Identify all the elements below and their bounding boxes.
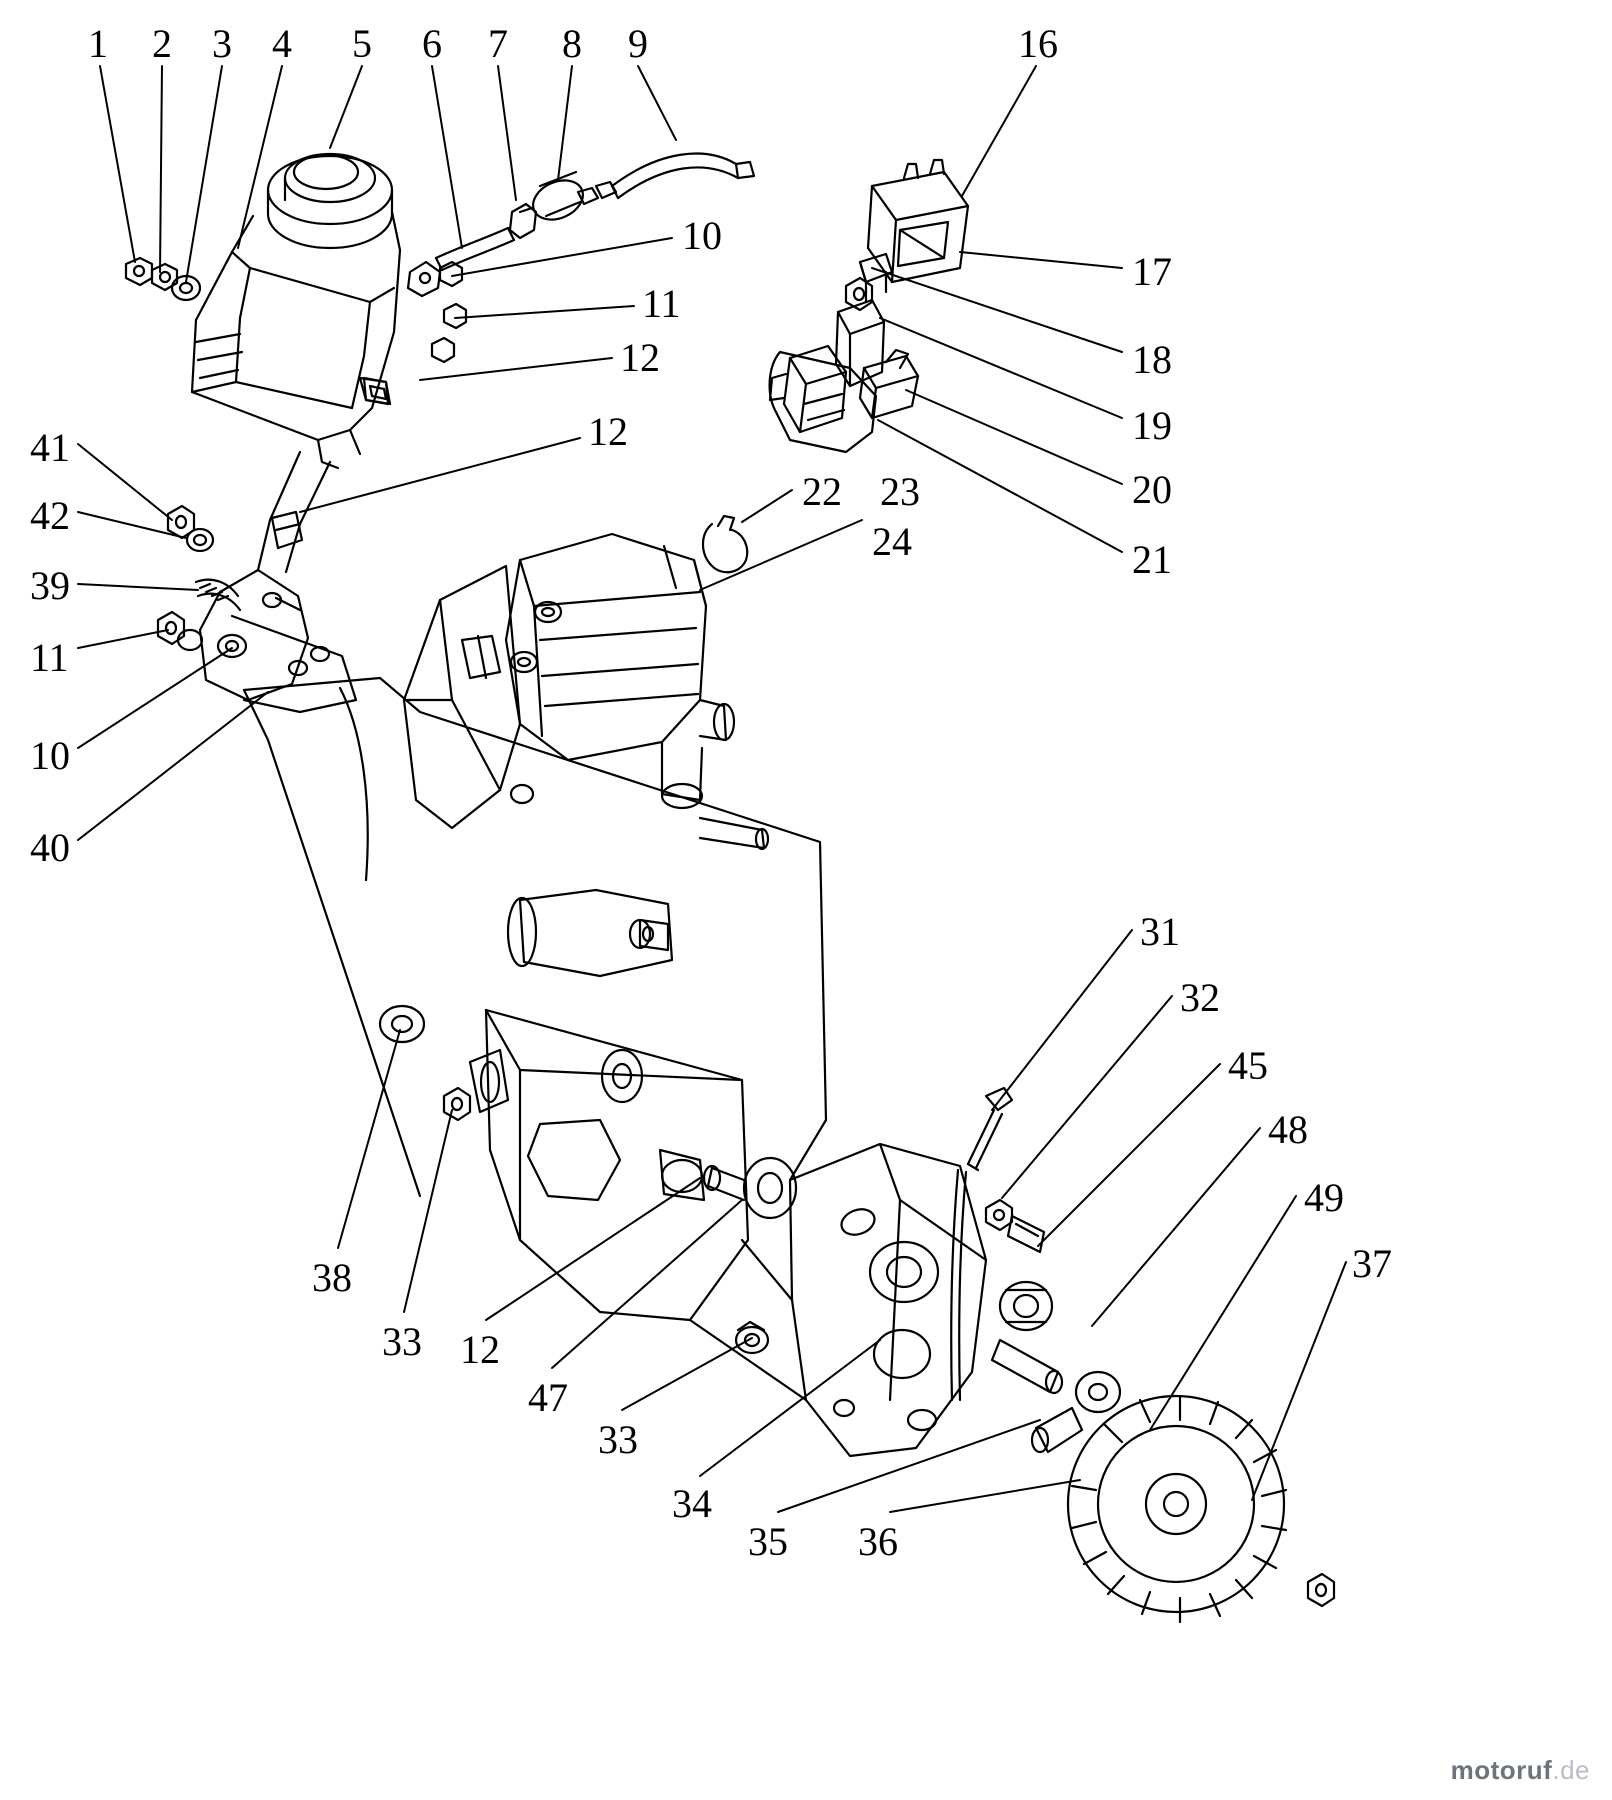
callout-19: 19 bbox=[1132, 403, 1172, 448]
callout-47: 47 bbox=[528, 1375, 568, 1420]
callout-7: 7 bbox=[488, 21, 508, 66]
lower-left-fasteners bbox=[380, 1006, 470, 1120]
callout-5: 5 bbox=[352, 21, 372, 66]
watermark-main: motoruf bbox=[1450, 1755, 1553, 1785]
callout-16: 16 bbox=[1018, 21, 1058, 66]
callout-11: 11 bbox=[642, 281, 681, 326]
callout-33: 33 bbox=[382, 1319, 422, 1364]
callout-11-frame: 11 bbox=[30, 635, 69, 680]
callout-31: 31 bbox=[1140, 909, 1180, 954]
callout-32: 32 bbox=[1180, 975, 1220, 1020]
callout-48: 48 bbox=[1268, 1107, 1308, 1152]
fuel-tank-assembly bbox=[126, 154, 400, 572]
callout-41: 41 bbox=[30, 425, 70, 470]
callout-12: 12 bbox=[620, 335, 660, 380]
callout-24: 24 bbox=[872, 519, 912, 564]
callout-17: 17 bbox=[1132, 249, 1172, 294]
callout-45: 45 bbox=[1228, 1043, 1268, 1088]
callout-22: 22 bbox=[802, 469, 842, 514]
callout-3: 3 bbox=[212, 21, 232, 66]
callout-42: 42 bbox=[30, 493, 70, 538]
control-switch-assembly bbox=[770, 160, 968, 452]
callout-23: 23 bbox=[880, 469, 920, 514]
callout-1: 1 bbox=[88, 21, 108, 66]
callout-18: 18 bbox=[1132, 337, 1172, 382]
callout-20: 20 bbox=[1132, 467, 1172, 512]
watermark-tld: .de bbox=[1552, 1755, 1590, 1785]
callout-37: 37 bbox=[1352, 1241, 1392, 1286]
frame-bracket-assembly bbox=[158, 506, 356, 712]
callout-10-frame: 10 bbox=[30, 733, 70, 778]
clip-22 bbox=[703, 516, 747, 572]
callout-10: 10 bbox=[682, 213, 722, 258]
callout-8: 8 bbox=[562, 21, 582, 66]
callout-4: 4 bbox=[272, 21, 292, 66]
callout-21: 21 bbox=[1132, 537, 1172, 582]
callout-49: 49 bbox=[1304, 1175, 1344, 1220]
callout-39: 39 bbox=[30, 563, 70, 608]
callout-35: 35 bbox=[748, 1519, 788, 1564]
callout-9: 9 bbox=[628, 21, 648, 66]
callout-2: 2 bbox=[152, 21, 172, 66]
callout-6: 6 bbox=[422, 21, 442, 66]
callout-36: 36 bbox=[858, 1519, 898, 1564]
callout-33-lower: 33 bbox=[598, 1417, 638, 1462]
callout-38: 38 bbox=[312, 1255, 352, 1300]
watermark bbox=[1451, 1755, 1590, 1786]
callout-34: 34 bbox=[672, 1481, 712, 1526]
callout-12-frame: 12 bbox=[588, 409, 628, 454]
callout-40: 40 bbox=[30, 825, 70, 870]
callout-12-lower: 12 bbox=[460, 1327, 500, 1372]
